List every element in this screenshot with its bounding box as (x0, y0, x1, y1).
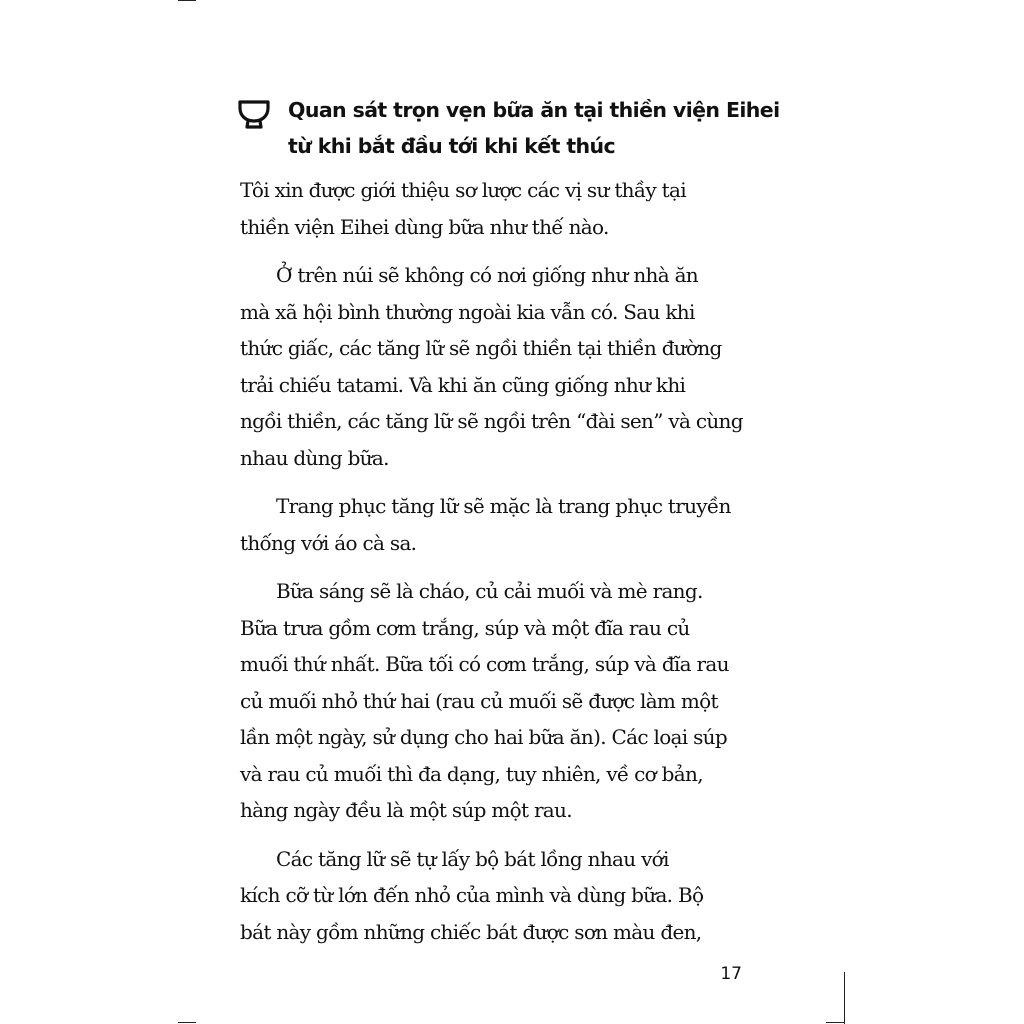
bowl-icon (238, 96, 270, 130)
text-line: muối thứ nhất. Bữa tối có cơm trắng, súp và đĩa rau (240, 652, 729, 676)
body-text (240, 172, 742, 962)
paragraph-3 (240, 488, 742, 561)
text-line: lần một ngày, sử dụng cho hai bữa ăn). Các loại súp (240, 725, 727, 749)
paragraph-2 (240, 257, 742, 476)
text-line: hàng ngày đều là một súp một rau. (240, 798, 572, 822)
text-line: nhau dùng bữa. (240, 445, 389, 470)
text-line: Trang phục tăng lữ sẽ mặc là trang phục truyền (276, 494, 731, 518)
paragraph-1 (240, 172, 742, 245)
section-heading (238, 92, 780, 164)
text-line: Bữa sáng sẽ là cháo, củ cải muối và mè rang. (276, 579, 703, 603)
text-line: bát này gồm những chiếc bát được sơn màu đen, (240, 919, 702, 944)
text-line: mà xã hội bình thường ngoài kia vẫn có. Sau khi (240, 299, 695, 324)
crop-mark-top-left (178, 0, 196, 1)
text-line: và rau củ muối thì đa dạng, tuy nhiên, về cơ bản, (240, 761, 703, 786)
crop-mark-bottom-left (178, 1022, 196, 1023)
crop-mark-bottom-right-horizontal (826, 1022, 844, 1023)
text-line: Bữa trưa gồm cơm trắng, súp và một đĩa rau củ (240, 615, 690, 640)
paragraph-5 (240, 841, 742, 951)
text-line: trải chiếu tatami. Và khi ăn cũng giống như khi (240, 372, 686, 397)
heading-text (288, 92, 780, 164)
text-line: củ muối nhỏ thứ hai (rau củ muối sẽ được làm một (240, 688, 718, 713)
text-line: Ở trên núi sẽ không có nơi giống như nhà ăn (276, 263, 698, 287)
text-line: Tôi xin được giới thiệu sơ lược các vị sư thầy tại (240, 178, 686, 202)
text-line: thiền viện Eihei dùng bữa như thế nào. (240, 214, 609, 239)
paragraph-4 (240, 573, 742, 829)
crop-mark-bottom-right-vertical (844, 972, 845, 1024)
heading-line-2: từ khi bắt đầu tới khi kết thúc (288, 134, 616, 158)
text-line: ngồi thiền, các tăng lữ sẽ ngồi trên “đài sen” và cùng (240, 409, 743, 433)
heading-line-1: Quan sát trọn vẹn bữa ăn tại thiền viện Eihei (288, 98, 780, 122)
text-line: thống với áo cà sa. (240, 530, 417, 555)
text-line: thức giấc, các tăng lữ sẽ ngồi thiền tại thiền đường (240, 336, 722, 360)
text-line: kích cỡ từ lớn đến nhỏ của mình và dùng bữa. Bộ (240, 883, 704, 907)
page-number: 17 (720, 964, 742, 984)
text-line: Các tăng lữ sẽ tự lấy bộ bát lồng nhau với (276, 846, 669, 871)
